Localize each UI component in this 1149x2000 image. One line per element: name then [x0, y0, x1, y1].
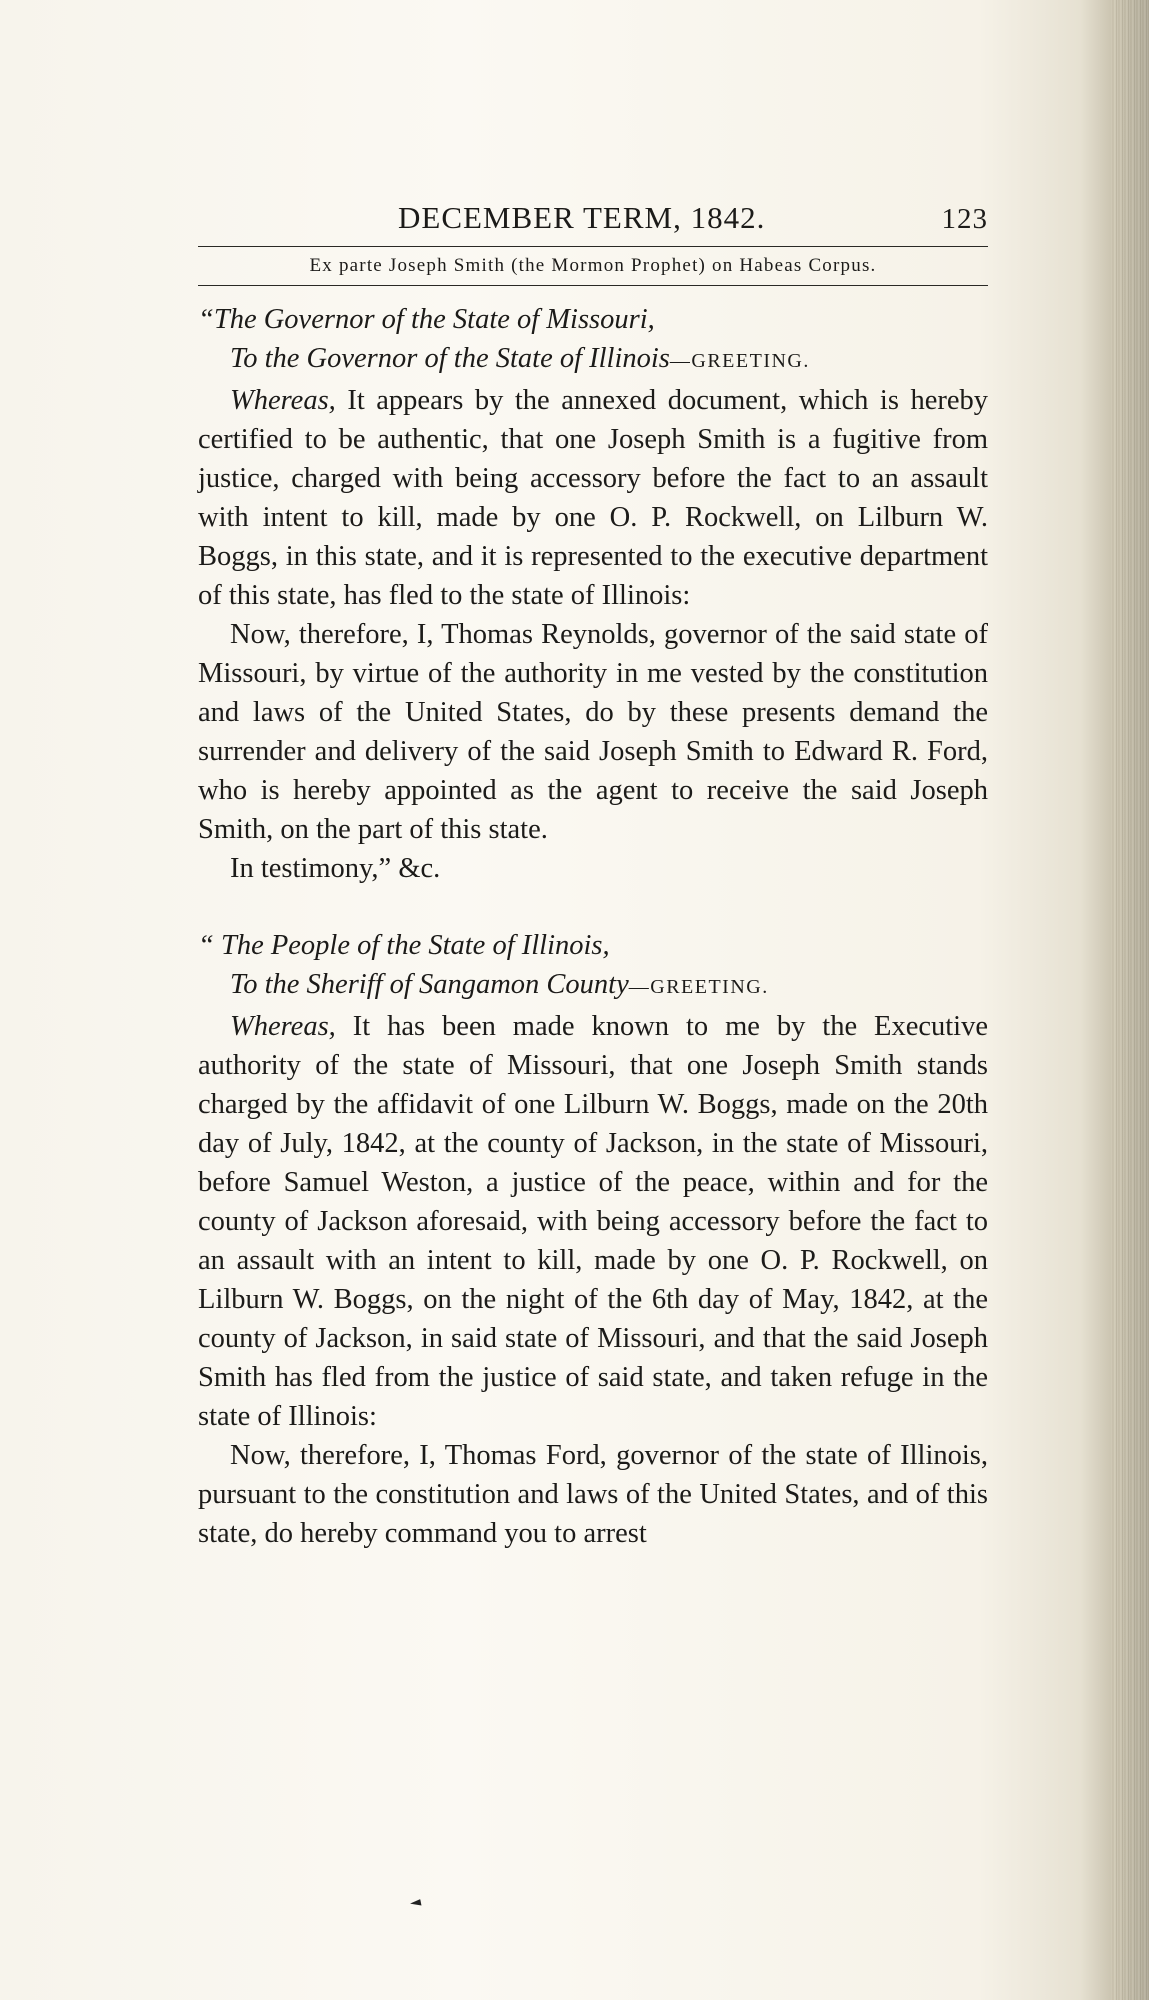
section-gap	[198, 888, 988, 926]
missouri-greeting: —GREETING.	[669, 350, 810, 372]
missouri-paragraph-demand: Now, therefore, I, Thomas Reynolds, governor of the said state of Missouri, by virtue of the authority in me vested by the constitution and laws of the United States, do by these presents demand the surrender and delivery of the said Joseph Smith to Edward R. Ford, who is hereby appointed as the agent to receive the said Joseph Smith, on the part of this state.	[198, 619, 988, 845]
illinois-whereas-lead: Whereas,	[230, 1011, 336, 1042]
illinois-whereas-text: It has been made known to me by the Executive authority of the state of Missouri, that one Joseph Smith stands charged by the affidavit of one Lilburn W. Boggs, made on the 20th day of July, 1842, at the county of Jackson, in the state of Missouri, before Samuel Weston, a justice of the peace, within and for the county of Jackson aforesaid, with being accessory before the fact to an assault with an intent to kill, made by one O. P. Rockwell, on Lilburn W. Boggs, on the night of the 6th day of May, 1842, at the county of Jackson, in said state of Missouri, and that the said Joseph Smith has fled from the justice of said state, and taken refuge in the state of Illinois:	[198, 1011, 989, 1432]
case-caption: Ex parte Joseph Smith (the Mormon Prophet) on Habeas Corpus.	[309, 255, 877, 276]
document-body	[198, 300, 988, 1553]
illinois-greeting: —GREETING.	[628, 976, 769, 998]
illinois-paragraph-command: Now, therefore, I, Thomas Ford, governor of the state of Illinois, pursuant to the constitution and laws of the United States, and of this state, do hereby command you to arrest	[198, 1440, 988, 1549]
header-rule-bottom	[198, 285, 988, 286]
book-page-edges	[1111, 0, 1149, 2000]
illinois-addressee: To the Sheriff of Sangamon County	[230, 969, 629, 1000]
illinois-paragraph-whereas	[198, 1007, 988, 1436]
missouri-whereas-text: It appears by the annexed document, which is hereby certified to be authentic, that one Joseph Smith is a fugitive from justice, charged with being accessory before the fact to an assault with intent to kill, made by one O. P. Rockwell, on Lilburn W. Boggs, in this state, and it is represented to the executive department of this state, has fled to the state of Illinois:	[198, 385, 988, 611]
running-title: DECEMBER TERM, 1842.	[398, 200, 766, 235]
ink-mark	[410, 1896, 424, 1910]
page-content	[198, 200, 988, 1553]
illinois-address-line2	[198, 965, 988, 1007]
missouri-address	[198, 300, 988, 381]
missouri-paragraph-testimony: In testimony,” &c.	[230, 853, 441, 884]
illinois-address-line1: “ The People of the State of Illinois,	[198, 930, 610, 961]
missouri-address-line2	[198, 339, 988, 381]
missouri-paragraph-whereas	[198, 381, 988, 615]
page-number: 123	[941, 203, 988, 235]
missouri-addressee: To the Governor of the State of Illinois	[230, 343, 670, 374]
illinois-address	[198, 926, 988, 1007]
missouri-whereas-lead: Whereas,	[230, 385, 336, 416]
missouri-address-line1: “The Governor of the State of Missouri,	[198, 304, 655, 335]
running-head	[198, 200, 988, 236]
